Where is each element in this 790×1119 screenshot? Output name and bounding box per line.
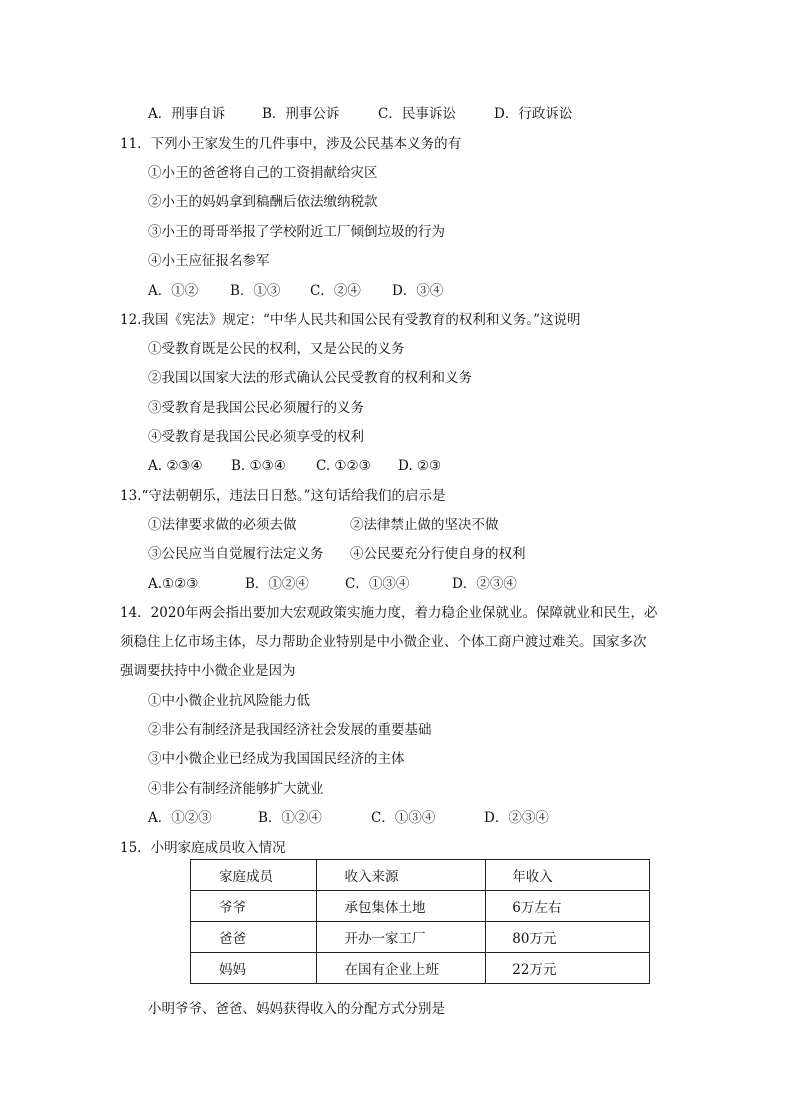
table-row (191, 953, 650, 984)
table-row (191, 891, 650, 922)
q11-item-1: ①小王的爸爸将自己的工资捐献给灾区 (148, 165, 378, 181)
q14-option-a: A．①②③ (148, 810, 212, 826)
q11-item-4: ④小王应征报名参军 (148, 253, 270, 269)
table-header-cell: 年收入 (486, 860, 650, 891)
q14-item-3: ③中小微企业已经成为我国国民经济的主体 (148, 751, 405, 767)
q10-option-d: D．行政诉讼 (494, 106, 573, 122)
table-cell: 6万左右 (486, 891, 650, 922)
q10-option-a: A．刑事自诉 (148, 106, 226, 122)
q14-item-4: ④非公有制经济能够扩大就业 (148, 781, 324, 797)
q14-item-2: ②非公有制经济是我国经济社会发展的重要基础 (148, 722, 432, 738)
income-table (190, 859, 650, 984)
table-header-row (191, 860, 650, 891)
q11-option-b: B．①③ (230, 283, 281, 299)
table-cell: 妈妈 (191, 953, 317, 984)
table-cell: 80万元 (486, 922, 650, 953)
q13-item-1: ①法律要求做的必须去做 (148, 517, 297, 533)
q14-option-b: B．①②④ (258, 810, 322, 826)
q12-option-d: D. ②③ (398, 458, 442, 474)
q14-option-d: D．②③④ (484, 810, 549, 826)
q11-item-3: ③小王的哥哥举报了学校附近工厂倾倒垃圾的行为 (148, 224, 445, 240)
q15-follow-up: 小明爷爷、爸爸、妈妈获得收入的分配方式分别是 (148, 1001, 445, 1017)
q12-item-3: ③受教育是我国公民必须履行的义务 (148, 400, 364, 416)
q13-option-b: B．①②④ (245, 576, 309, 592)
q12-option-b: B. ①③④ (231, 458, 286, 474)
table-cell: 开办一家工厂 (316, 922, 486, 953)
table-cell: 承包集体土地 (316, 891, 486, 922)
q14-stem-line-1: 14．2020年两会指出要加大宏观政策实施力度，着力稳企业保就业。保障就业和民生，必 (120, 605, 658, 621)
table-cell: 22万元 (486, 953, 650, 984)
q15-stem: 15．小明家庭成员收入情况 (120, 840, 286, 856)
table-header-cell: 收入来源 (316, 860, 486, 891)
q12-item-1: ①受教育既是公民的权利，又是公民的义务 (148, 341, 405, 357)
q13-option-c: C．①③④ (345, 576, 410, 592)
q11-option-c: C．②④ (310, 283, 361, 299)
q10-option-b: B．刑事公诉 (262, 106, 340, 122)
q14-item-1: ①中小微企业抗风险能力低 (148, 693, 310, 709)
table-cell: 爸爸 (191, 922, 317, 953)
q12-option-a: A. ②③④ (148, 458, 203, 474)
table-cell: 爷爷 (191, 891, 317, 922)
q13-item-4: ④公民要充分行使自身的权利 (350, 546, 526, 562)
table-header-cell: 家庭成员 (191, 860, 317, 891)
q13-option-a: A.①②③ (148, 576, 199, 592)
q13-item-3: ③公民应当自觉履行法定义务 (148, 546, 324, 562)
q14-option-c: C．①③④ (371, 810, 436, 826)
q13-stem: 13.“守法朝朝乐，违法日日愁。”这句话给我们的启示是 (120, 488, 446, 504)
q11-option-d: D．③④ (392, 283, 444, 299)
q14-stem-line-2: 须稳住上亿市场主体，尽力帮助企业特别是中小微企业、个体工商户渡过难关。国家多次 (120, 634, 647, 650)
q10-option-c: C．民事诉讼 (378, 106, 456, 122)
q12-option-c: C. ①②③ (316, 458, 371, 474)
q11-stem: 11．下列小王家发生的几件事中，涉及公民基本义务的有 (120, 136, 462, 152)
q12-item-2: ②我国以国家大法的形式确认公民受教育的权利和义务 (148, 370, 472, 386)
q12-item-4: ④受教育是我国公民必须享受的权利 (148, 429, 364, 445)
table-cell: 在国有企业上班 (316, 953, 486, 984)
q12-stem: 12.我国《宪法》规定：“中华人民共和国公民有受教育的权利和义务。”这说明 (120, 312, 581, 328)
q13-item-2: ②法律禁止做的坚决不做 (350, 517, 499, 533)
q13-option-d: D．②③④ (452, 576, 517, 592)
q14-stem-line-3: 强调要扶持中小微企业是因为 (120, 663, 296, 679)
q11-option-a: A．①② (148, 283, 199, 299)
table-row (191, 922, 650, 953)
q11-item-2: ②小王的妈妈拿到稿酬后依法缴纳税款 (148, 194, 378, 210)
